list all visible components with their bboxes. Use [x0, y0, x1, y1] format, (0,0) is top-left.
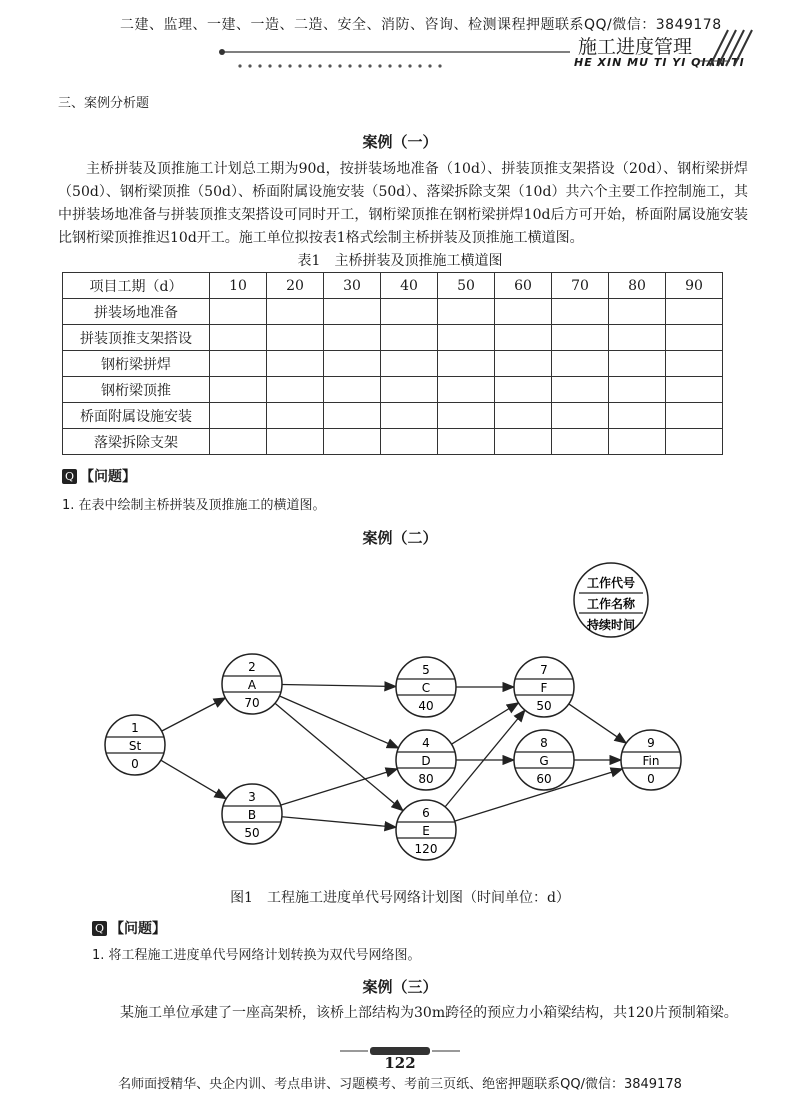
case2-heading: 案例（二）	[362, 529, 438, 547]
gantt-row-label: 钢桁梁拼焊	[63, 351, 210, 377]
header-chapter-title: 施工进度管理	[578, 36, 693, 58]
gantt-row-label: 拼装场地准备	[63, 299, 210, 325]
case1-paragraph: 主桥拼装及顶推施工计划总工期为90d，按拼装场地准备（10d）、拼装顶推支架搭设（20d）、钢桁梁拼焊（50d）、钢桁梁顶推（50d）、桥面附属设施安装（50d）、落梁拆除支架（10d）共六个主要工作控制施工，其中拼装场地准备与拼装顶推支架搭设可同时开工，钢桁梁顶推在钢桁梁拼焊10d后方可开始，桥面附属设施安装比钢桁梁顶推推迟10d开工。施工单位拟按表1格式绘制主桥拼装及顶推施工横道图。	[58, 161, 748, 246]
case1-question-text: 1. 在表中绘制主桥拼装及顶推施工的横道图。	[62, 498, 326, 513]
node-name: St	[128, 739, 142, 753]
network-node	[396, 800, 456, 860]
gantt-col-header: 50	[438, 273, 495, 299]
gantt-header-row	[63, 273, 723, 299]
case2-question-text: 1. 将工程施工进度单代号网络计划转换为双代号网络图。	[92, 948, 421, 963]
gantt-col-header: 90	[666, 273, 723, 299]
gantt-col-header: 10	[210, 273, 267, 299]
legend-duration: 持续时间	[586, 618, 636, 632]
gantt-col-header: 70	[552, 273, 609, 299]
table-row	[63, 325, 723, 351]
gantt-row-label: 拼装顶推支架搭设	[63, 325, 210, 351]
edge-2-6	[275, 703, 403, 810]
node-duration: 80	[418, 772, 434, 786]
node-duration: 0	[647, 772, 655, 786]
case1-question-heading	[62, 466, 136, 486]
table-row	[63, 299, 723, 325]
network-node	[621, 730, 681, 790]
gantt-row-label: 钢桁梁顶推	[63, 377, 210, 403]
node-duration: 70	[244, 696, 260, 710]
gantt-col-header: 60	[495, 273, 552, 299]
legend-code: 工作代号	[586, 576, 636, 590]
network-diagram	[0, 560, 800, 880]
node-name: C	[421, 681, 431, 695]
node-name: D	[421, 754, 431, 768]
node-id: 5	[422, 663, 430, 677]
gantt-col-header: 80	[609, 273, 666, 299]
edge-3-6	[282, 817, 396, 828]
table-row	[63, 377, 723, 403]
footer-note: 名师面授精华、央企内训、考点串讲、习题模考、考前三页纸、绝密押题联系QQ/微信：3849178	[118, 1077, 682, 1092]
node-duration: 50	[244, 826, 260, 840]
edge-2-5	[282, 685, 396, 687]
node-id: 1	[131, 721, 139, 735]
table-row	[63, 429, 723, 455]
node-id: 8	[540, 736, 548, 750]
table-row	[63, 403, 723, 429]
network-legend	[574, 563, 648, 637]
node-duration: 0	[131, 757, 139, 771]
edge-1-3	[161, 760, 226, 799]
node-name: E	[422, 824, 430, 838]
gantt-header-label: 项目工期（d）	[63, 273, 210, 299]
network-node	[514, 657, 574, 717]
header-pinyin-subtitle: HE XIN MU TI YI QIAN TI	[574, 56, 745, 69]
node-duration: 60	[536, 772, 552, 786]
table1-title: 表1 主桥拼装及顶推施工横道图	[297, 253, 503, 269]
node-name: A	[247, 678, 257, 692]
node-name: B	[247, 808, 257, 822]
section-title: 三、案例分析题	[58, 96, 150, 111]
node-id: 9	[647, 736, 655, 750]
node-id: 4	[422, 736, 430, 750]
case3-heading: 案例（三）	[362, 978, 438, 996]
node-duration: 120	[414, 842, 438, 856]
node-id: 2	[248, 660, 256, 674]
case2-question-heading	[92, 918, 166, 938]
question-icon: Q	[92, 921, 107, 936]
node-duration: 40	[418, 699, 434, 713]
network-node	[222, 654, 282, 714]
network-node	[105, 715, 165, 775]
node-duration: 50	[536, 699, 552, 713]
network-node	[514, 730, 574, 790]
edge-3-4	[281, 769, 398, 805]
question-label: 【问题】	[110, 921, 166, 937]
network-node	[396, 657, 456, 717]
case3-paragraph: 某施工单位承建了一座高架桥，该桥上部结构为30m跨径的预应力小箱梁结构，共120片预制箱梁。	[120, 1005, 738, 1021]
gantt-col-header: 20	[267, 273, 324, 299]
header-contact-note: 二建、监理、一建、一造、二造、安全、消防、咨询、检测课程押题联系QQ/微信：3849178	[120, 17, 722, 33]
gantt-table	[62, 272, 723, 455]
gantt-row-label: 落梁拆除支架	[63, 429, 210, 455]
case1-heading: 案例（一）	[362, 133, 438, 151]
edge-7-9	[569, 704, 626, 743]
node-name: G	[539, 754, 549, 768]
network-nodes	[105, 654, 681, 860]
legend-name: 工作名称	[586, 597, 636, 611]
figure1-caption: 图1 工程施工进度单代号网络计划图（时间单位：d）	[230, 890, 570, 906]
gantt-col-header: 40	[381, 273, 438, 299]
network-node	[396, 730, 456, 790]
question-label: 【问题】	[80, 469, 136, 485]
gantt-col-header: 30	[324, 273, 381, 299]
table-row	[63, 351, 723, 377]
network-node	[222, 784, 282, 844]
node-id: 7	[540, 663, 548, 677]
edge-1-2	[162, 698, 226, 731]
question-icon: Q	[62, 469, 77, 484]
edge-4-7	[452, 703, 519, 744]
header-decoration	[210, 26, 770, 76]
edge-6-7	[445, 710, 525, 807]
node-name: Fin	[642, 754, 660, 768]
page-number: 122	[384, 1054, 416, 1072]
node-name: F	[540, 681, 548, 695]
gantt-row-label: 桥面附属设施安装	[63, 403, 210, 429]
node-id: 6	[422, 806, 430, 820]
node-id: 3	[248, 790, 256, 804]
